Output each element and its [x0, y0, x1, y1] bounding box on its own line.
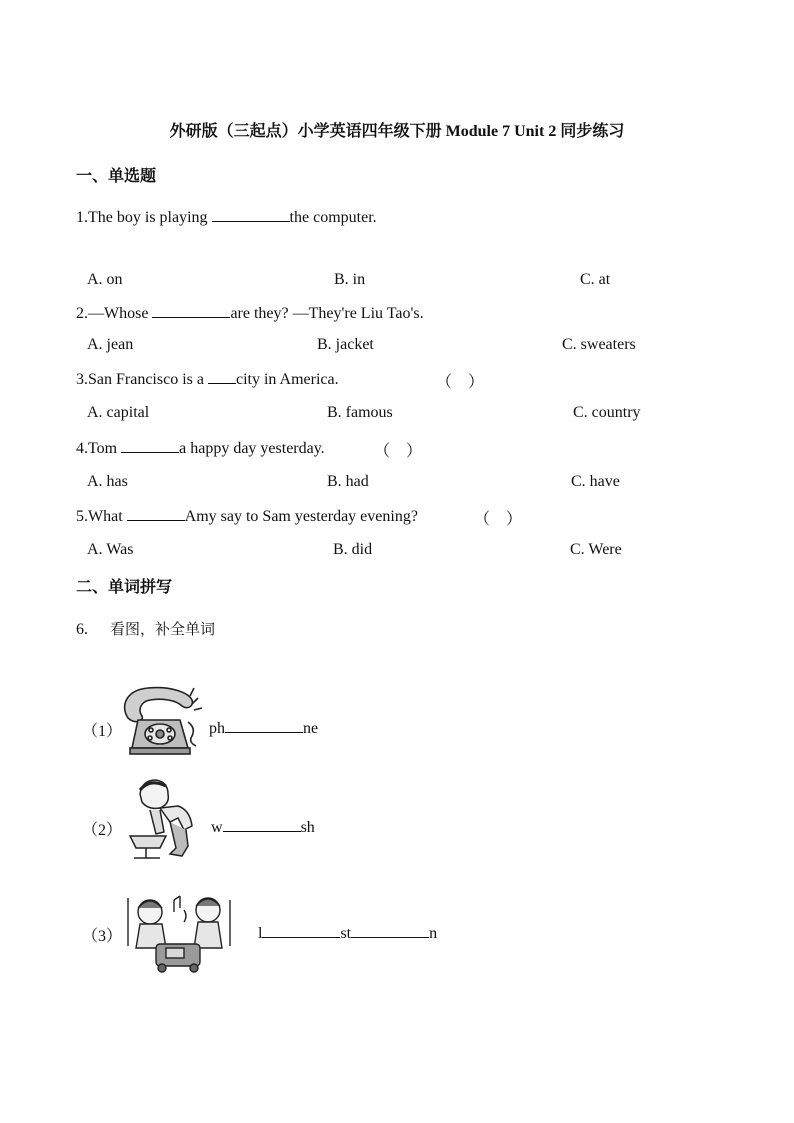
spell-item-2-blank-1	[223, 817, 301, 832]
spell-item-2-word	[211, 817, 315, 837]
question-4-option-b: B. had	[327, 473, 369, 490]
question-4-option-a: A. has	[87, 473, 128, 490]
question-1-text-pre: 1.The boy is playing	[76, 209, 212, 226]
question-5-text-post: Amy say to Sam yesterday evening?	[184, 508, 418, 525]
section-heading-single-choice: 一、单选题	[76, 168, 157, 185]
spell-item-2-part-2: sh	[300, 819, 315, 836]
spell-item-3-part-2: st	[340, 925, 352, 942]
question-3-blank	[208, 369, 236, 384]
question-1-option-c: C. at	[580, 271, 611, 288]
girls-listening-icon	[122, 890, 236, 974]
question-4-option-c: C. have	[571, 473, 620, 490]
question-4-text-pre: 4.Tom	[76, 440, 122, 457]
boy-washing-icon	[126, 776, 200, 862]
question-3-text-post: city in America.	[235, 371, 339, 388]
question-5-option-b: B. did	[333, 541, 373, 558]
question-4	[76, 438, 325, 458]
question-1-option-a: A. on	[87, 271, 123, 288]
question-5-option-a: A. Was	[87, 541, 134, 558]
question-4-text-post: a happy day yesterday.	[179, 440, 325, 457]
question-4-blank	[121, 438, 179, 453]
question-3-option-b: B. famous	[327, 404, 393, 421]
spell-item-1-word	[209, 718, 318, 738]
spell-item-1-part-1: ph	[209, 720, 225, 737]
question-2	[76, 303, 424, 323]
question-6-number: 6.	[76, 621, 88, 638]
question-3-option-c: C. country	[573, 404, 641, 421]
question-3	[76, 369, 339, 389]
question-4-answer-paren: （ ）	[374, 443, 423, 460]
spell-item-3-part-3: n	[429, 925, 438, 942]
page-title: 外研版（三起点）小学英语四年级下册 Module 7 Unit 2 同步练习	[169, 123, 625, 140]
section-heading-spelling: 二、单词拼写	[76, 579, 173, 596]
spell-item-2-part-1: w	[211, 819, 223, 836]
spell-item-1-part-2: ne	[303, 720, 319, 737]
question-1-option-b: B. in	[334, 271, 366, 288]
question-2-blank	[152, 303, 230, 318]
spell-item-1-label: （1）	[82, 723, 123, 740]
spell-item-3-part-1: l	[258, 925, 263, 942]
question-2-option-c: C. sweaters	[562, 336, 636, 353]
question-5-blank	[127, 506, 185, 521]
question-6	[76, 618, 215, 639]
question-5-answer-paren: （ ）	[474, 511, 523, 528]
question-1-text-post: the computer.	[289, 209, 377, 226]
question-5	[76, 506, 418, 526]
question-5-option-c: C. Were	[570, 541, 622, 558]
question-3-text-pre: 3.San Francisco is a	[76, 371, 208, 388]
spell-item-3-word	[258, 923, 437, 943]
spell-item-1-blank-1	[225, 718, 303, 733]
question-3-answer-paren: （ ）	[436, 374, 485, 391]
spell-item-3-label: （3）	[82, 928, 123, 945]
question-1-blank	[212, 207, 290, 222]
spell-item-2-label: （2）	[82, 822, 123, 839]
spell-item-3-blank-1	[262, 923, 340, 938]
telephone-icon	[118, 682, 204, 760]
question-1	[76, 207, 377, 227]
question-3-option-a: A. capital	[87, 404, 150, 421]
question-2-text-post: are they? —They're Liu Tao's.	[230, 305, 424, 322]
question-2-option-b: B. jacket	[317, 336, 374, 353]
question-2-option-a: A. jean	[87, 336, 134, 353]
spell-item-3-blank-2	[351, 923, 429, 938]
question-2-text-pre: 2.—Whose	[76, 305, 153, 322]
question-5-text-pre: 5.What	[76, 508, 127, 525]
question-6-instruction: 看图，补全单词	[110, 620, 216, 638]
